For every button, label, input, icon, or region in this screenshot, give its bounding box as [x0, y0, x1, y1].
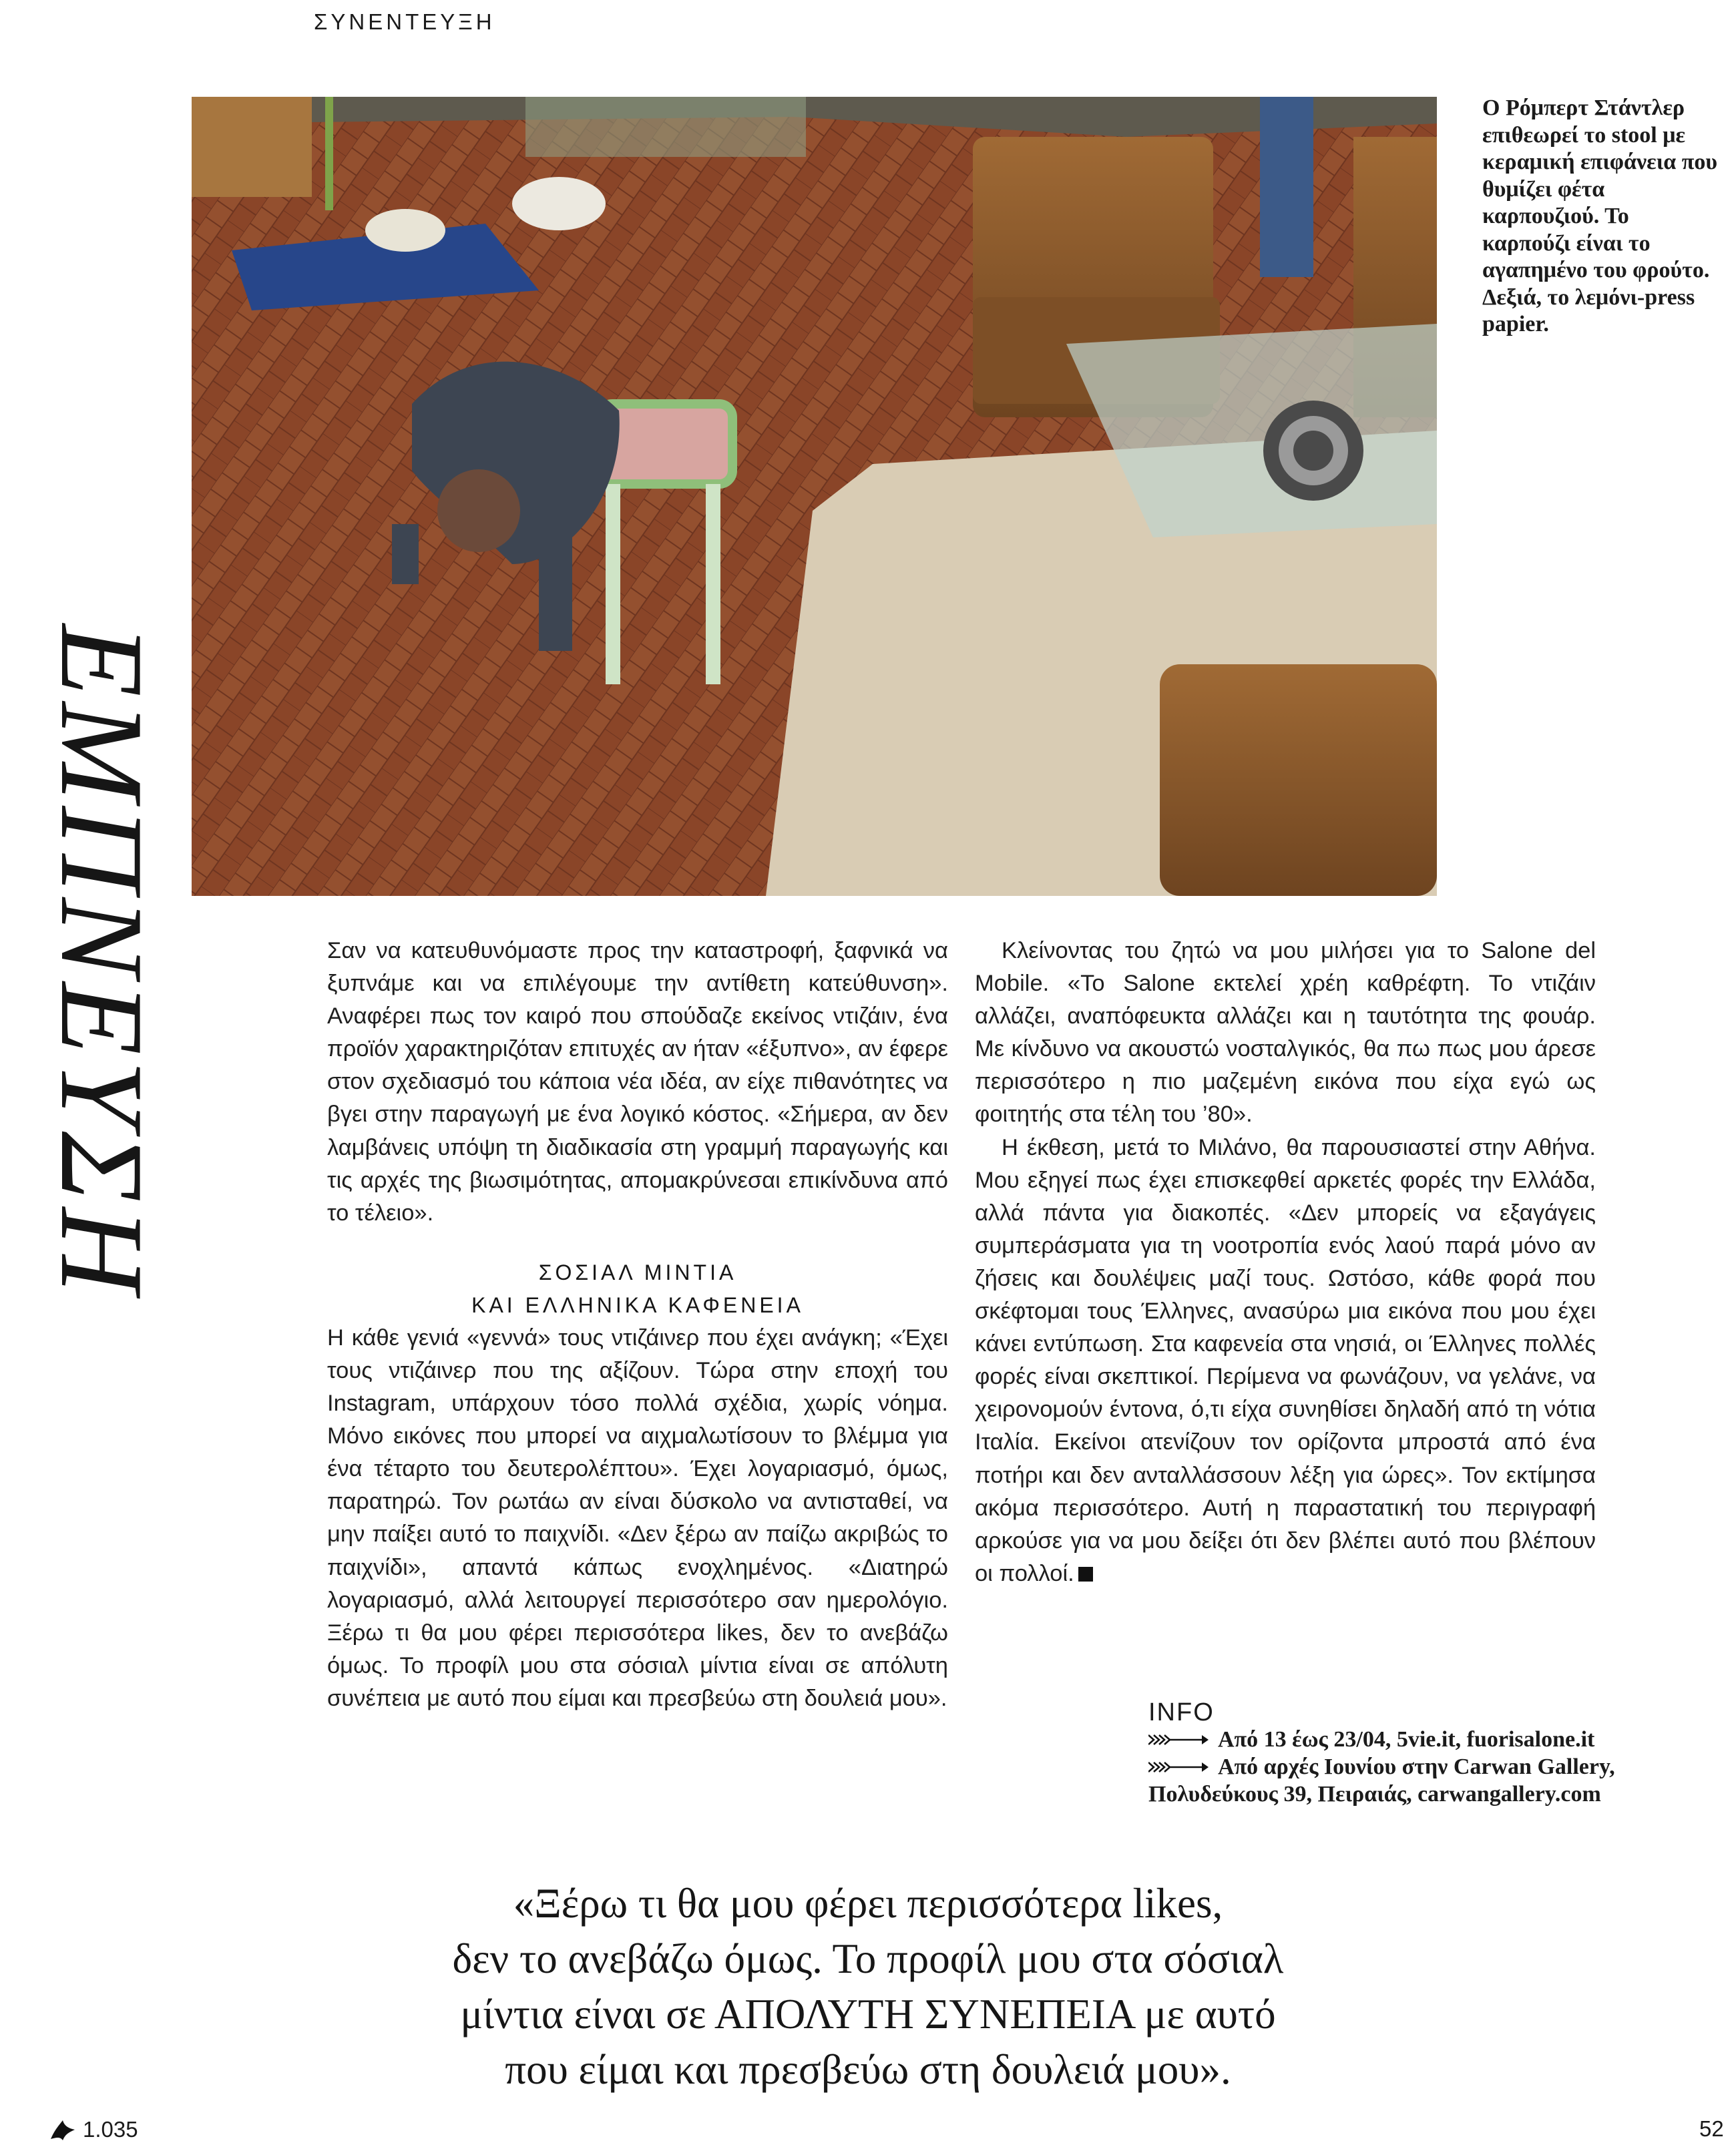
paragraph-text: Η έκθεση, μετά το Μιλάνο, θα παρουσιαστεί στην Αθήνα. Μου εξηγεί πως έχει επισκεφθεί αρκετές φορές την Ελλάδα, αλλά πάντα για διακοπές. «Δεν μπορείς να εξαγάγεις συμπεράσματα για τη νοοτροπία ενός λαού παρά μόνο αν ζήσεις και δουλέψεις μαζί τους. Ωστόσο, κάθε φορά που σκέφτομαι τους Έλληνες, ανασύρω μια εικόνα που μου έχει κάνει εντύπωση. Στα καφενεία στα νησιά, οι Έλληνες πολλές φορές είναι σκεπτικοί. Περίμενα να φωνάζουν, να γελάνε, να χειρονομούν έντονα, ό,τι είχα συνηθίσει δηλαδή από τη νότια Ιταλία. Εκείνοι ατενίζουν τον ορίζοντα μπροστά από ένα ποτήρι και δεν ανταλλάσσουν λέξη για ώρες». Τον εκτίμησα ακόμα περισσότερο. Αυτή η παραστατική του περιγραφή αρκούσε για να μου δείξει ότι δεν βλέπει αυτό που βλέπουν οι πολλοί.: [975, 1134, 1596, 1586]
arrow-icon: [1148, 1760, 1209, 1774]
vertical-title: [36, 624, 168, 1445]
pull-quote-line: δεν το ανεβάζω όμως. Το προφίλ μου στα σόσιαλ: [452, 1935, 1284, 1982]
stool-leg: [606, 484, 620, 684]
pull-quote: [267, 1876, 1469, 2098]
pull-quote-line: «Ξέρω τι θα μου φέρει περισσότερα likes,: [513, 1880, 1223, 1927]
paragraph: [975, 1132, 1596, 1590]
wooden-cabinet: [192, 97, 312, 197]
white-cloth: [512, 177, 606, 230]
photo-caption: Ο Ρόμπερτ Στάντλερ επιθεωρεί το stool με κεραμική επιφάνεια που θυμίζει φέτα καρπουζιού. Το καρπούζι είναι το αγαπημένο του φρούτο. Δεξιά, το λεμόνι-press papier.: [1482, 95, 1717, 336]
arrow-icon: [1148, 1732, 1209, 1747]
end-mark-icon: [1078, 1567, 1093, 1582]
window: [525, 97, 806, 157]
stool-leg: [706, 484, 720, 684]
photo-illustration: [192, 97, 1437, 896]
footer-issue: [48, 2116, 138, 2143]
section-subheading: [327, 1256, 948, 1322]
feature-photo: [192, 97, 1437, 896]
section-label: ΣΥΝΕΝΤΕΥΞΗ: [314, 9, 495, 34]
info-title: INFO: [1148, 1698, 1215, 1726]
white-object: [365, 209, 445, 252]
page-number: 52: [1699, 2116, 1724, 2141]
leather-bench: [1160, 664, 1437, 896]
subheading-line: ΣΟΣΙΑΛ ΜΙΝΤΙΑ: [538, 1260, 737, 1284]
info-line: [1148, 1753, 1723, 1780]
info-line: Πολυδεύκους 39, Πειραιάς, carwangallery.com: [1148, 1782, 1601, 1807]
info-text: Από 13 έως 23/04, 5vie.it, fuorisalone.it: [1218, 1727, 1595, 1752]
paragraph: Σαν να κατευθυνόμαστε προς την καταστροφή, ξαφνικά να ξυπνάμε και να επιλέγουμε την αντίθετη κατεύθυνση». Αναφέρει πως τον καιρό που σπούδαζε εκείνος ντιζάιν, ένα προϊόν χαρακτηριζόταν επιτυχές αν ήταν «έξυπνο», αν έφερε στον σχεδιασμό του κάποια νέα ιδέα, αν είχε πιθανότητες να βγει στην παραγωγή με ένα λογικό κόστος. «Σήμερα, αν δεν λαμβάνεις υπόψη τη διαδικασία στη γραμμή παραγωγής και τις αρχές της βιωσιμότητας, απομακρύνεσαι επικίνδυνα από το τέλειο».: [327, 938, 948, 1226]
info-text: Από αρχές Ιουνίου στην Carwan Gallery,: [1218, 1754, 1615, 1779]
subheading-line: ΚΑΙ ΕΛΛΗΝΙΚΑ ΚΑΦΕΝΕΙΑ: [471, 1292, 804, 1317]
issue-number: 1.035: [83, 2117, 138, 2142]
paragraph: Κλείνοντας του ζητώ να μου μιλήσει για το Salone del Mobile. «Το Salone εκτελεί χρέη καθρέφτη. Το ντιζάιν αλλάζει, αναπόφευκτα αλλάζει και η ταυτότητα της φουάρ. Με κίνδυνο να ακουστώ νοσταλγικός, θα πω πως μου άρεσε περισσότερο η πιο μαζεμένη εικόνα που είχα εγώ ως φοιτητής στα τέλη του ’80».: [975, 938, 1596, 1128]
paragraph: Η κάθε γενιά «γεννά» τους ντιζάινερ που έχει ανάγκη; «Έχει τους ντιζάινερ που της αξίζουν. Τώρα στην εποχή του Instagram, υπάρχουν τόσο πολλά σχέδια, χωρίς νόημα. Μόνο εικόνες που μπορεί να αιχμαλωτίσουν το βλέμμα για ένα τέταρτο του δευτερολέπτου». Έχει λογαριασμό, όμως, παρατηρώ. Τον ρωτάω αν είναι δύσκολο να αντισταθεί, να μην παίξει αυτό το παιχνίδι. «Δεν ξέρω αν παίζω ακριβώς το παιχνίδι», απαντά κάπως ενοχλημένος. «Διατηρώ λογαριασμό, αλλά λειτουργεί περισσότερο σαν ημερολόγιο. Ξέρω τι θα μου φέρει περισσότερα likes, δεν το ανεβάζω όμως. Το προφίλ μου στα σόσιαλ μίντια είναι σε απόλυτη συνέπεια με αυτό που είμαι και πρεσβεύω στη δουλειά μου».: [327, 1325, 948, 1711]
article-column-left: [327, 935, 948, 1715]
pull-quote-line: που είμαι και πρεσβεύω στη δουλειά μου».: [505, 2046, 1231, 2093]
man-head: [437, 469, 520, 552]
vertical-title-text: ΕΜΠΝΕΥΣΗ: [36, 624, 168, 1299]
standing-person-legs: [1260, 97, 1313, 277]
pull-quote-line: μίντια είναι σε ΑΠΟΛΥΤΗ ΣΥΝΕΠΕΙΑ με αυτό: [460, 1991, 1276, 2038]
green-pole: [325, 97, 333, 210]
article-column-right: [975, 935, 1596, 1590]
info-line: [1148, 1726, 1723, 1753]
magazine-logo-icon: [48, 2116, 77, 2143]
info-box: [1148, 1699, 1723, 1808]
